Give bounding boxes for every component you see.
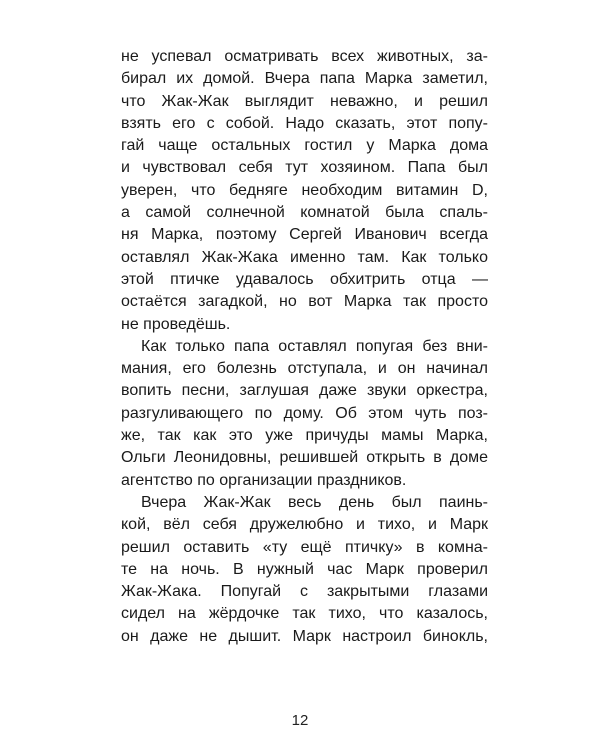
text-line: он даже не дышит. Марк настроил бинокль, [121, 627, 488, 645]
text-line: этой птичке удавалось обхитрить отца — [121, 270, 488, 288]
text-line: решил оставить «ту ещё птичку» в комна- [121, 538, 488, 556]
text-line: же, так как это уже причуды мамы Марка, [121, 427, 488, 445]
text-line: бирал их домой. Вчера папа Марка заметил, [121, 70, 488, 88]
text-line: агентство по организации праздников. [121, 471, 407, 489]
text-line: вопить песни, заглушая даже звуки оркестра, [121, 382, 488, 400]
text-line: взять его с собой. Надо сказать, этот попу- [121, 114, 488, 132]
text-line: Как только папа оставлял попугая без вни- [141, 337, 488, 355]
text-line: сидел на жёрдочке так тихо, что казалось, [121, 605, 488, 623]
text-line: те на ночь. В нужный час Марк проверил [121, 560, 488, 578]
paragraph [121, 492, 488, 648]
text-line: гай чаще остальных гостил у Марка дома [121, 137, 488, 155]
text-line: Ольги Леонидовны, решившей открыть в доме [121, 449, 488, 467]
text-line: кой, вёл себя дружелюбно и тихо, и Марк [121, 516, 488, 534]
text-line: Вчера Жак-Жак весь день был паинь- [141, 493, 488, 511]
text-line: Жак-Жака. Попугай с закрытыми глазами [121, 583, 488, 601]
text-line: мания, его болезнь отступала, и он начинал [121, 360, 488, 378]
page-number: 12 [291, 712, 309, 729]
text-line: остаётся загадкой, но вот Марка так просто [121, 293, 488, 311]
text-line: уверен, что бедняге необходим витамин D, [121, 181, 488, 199]
page-body [121, 46, 488, 648]
paragraph [121, 336, 488, 492]
text-line: ня Марка, поэтому Сергей Иванович всегда [121, 226, 488, 244]
paragraph [121, 46, 488, 336]
text-line: не проведёшь. [121, 315, 231, 333]
text-line: и чувствовал себя тут хозяином. Папа был [121, 159, 488, 177]
text-line: а самой солнечной комнатой была спаль- [121, 204, 488, 222]
text-line: разгуливающего по дому. Об этом чуть поз- [121, 404, 488, 422]
text-line: что Жак-Жак выглядит неважно, и решил [121, 92, 488, 110]
text-line: не успевал осматривать всех животных, за- [121, 48, 488, 65]
text-line: оставлял Жак-Жака именно там. Как только [121, 248, 488, 266]
